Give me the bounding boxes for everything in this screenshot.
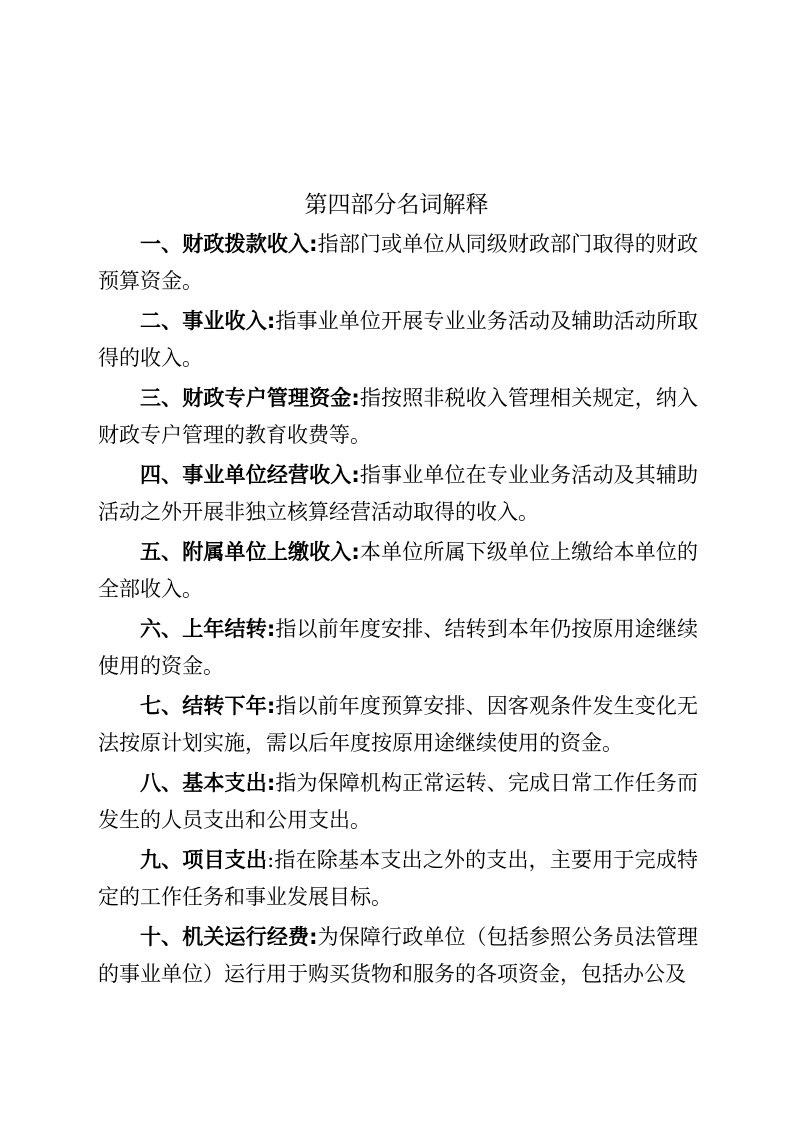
glossary-definition: 指以前年度预算安排、因客观条件发生变化无法按原计划实施，需以后年度按原用途继续使用的资金。: [98, 694, 698, 755]
glossary-term: 五、附属单位上缴收入:: [140, 540, 360, 564]
glossary-term: 九、项目支出: [140, 848, 268, 872]
glossary-definition: 指以前年度安排、结转到本年仍按原用途继续使用的资金。: [98, 617, 698, 678]
glossary-entry-6: [98, 611, 698, 684]
glossary-entry-8: [98, 765, 698, 838]
glossary-definition: 指为保障机构正常运转、完成日常工作任务而发生的人员支出和公用支出。: [98, 771, 698, 832]
glossary-body: [98, 226, 698, 996]
glossary-definition: 指事业单位在专业业务活动及其辅助活动之外开展非独立核算经营活动取得的收入。: [98, 463, 698, 524]
glossary-term: 六、上年结转:: [140, 617, 276, 641]
glossary-term: 二、事业收入:: [140, 309, 276, 333]
glossary-term: 三、财政专户管理资金:: [140, 386, 360, 410]
glossary-definition: 指部门或单位从同级财政部门取得的财政预算资金。: [98, 232, 699, 293]
glossary-entry-5: [98, 534, 698, 607]
glossary-definition: 指事业单位开展专业业务活动及辅助活动所取得的收入。: [98, 309, 698, 370]
glossary-entry-3: [98, 380, 698, 453]
glossary-definition: 为保障行政单位（包括参照公务员法管理的事业单位）运行用于购买货物和服务的各项资金，包括办公及: [98, 925, 699, 986]
glossary-entry-4: [98, 457, 698, 530]
page-title: 第四部分名词解释: [304, 192, 489, 218]
glossary-term: 七、结转下年:: [140, 694, 276, 718]
glossary-definition: 指按照非税收入管理相关规定，纳入财政专户管理的教育收费等。: [98, 386, 698, 447]
glossary-entry-7: [98, 688, 698, 761]
glossary-term: 十、机关运行经费:: [140, 925, 318, 949]
glossary-definition: 本单位所属下级单位上缴给本单位的全部收入。: [98, 540, 698, 601]
glossary-definition: :指在除基本支出之外的支出，主要用于完成特定的工作任务和事业发展目标。: [98, 848, 699, 909]
glossary-entry-1: [98, 226, 698, 299]
glossary-entry-9: [98, 842, 698, 915]
glossary-entry-2: [98, 303, 698, 376]
glossary-entry-10: [98, 919, 698, 992]
glossary-term: 八、基本支出:: [140, 771, 276, 795]
glossary-term: 一、财政拨款收入:: [140, 232, 318, 256]
glossary-term: 四、事业单位经营收入:: [140, 463, 360, 487]
